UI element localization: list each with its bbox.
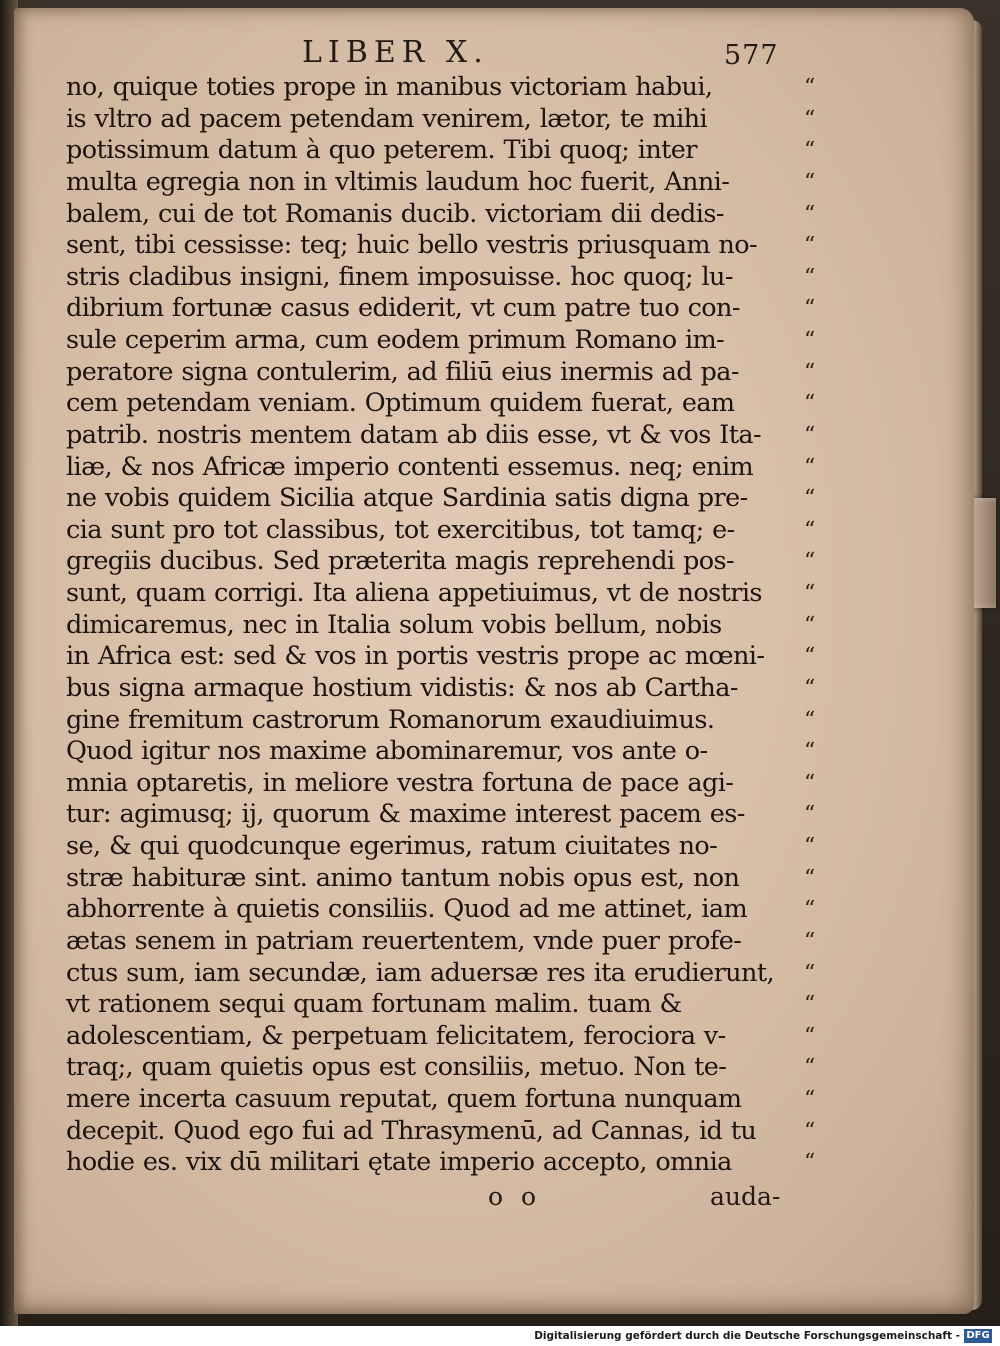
quote-mark: “ xyxy=(804,233,816,259)
quote-mark: “ xyxy=(804,359,816,385)
quote-mark: “ xyxy=(804,928,816,954)
text-line: dibrium fortunæ casus ediderit, vt cum patre tuo con- xyxy=(66,293,740,324)
text-line: decepit. Quod ego fui ad Thrasymenū, ad Cannas, id tu xyxy=(66,1115,757,1146)
book-page xyxy=(14,8,974,1314)
text-line: se, & qui quodcunque egerimus, ratum ciuitates no- xyxy=(66,831,718,861)
quote-mark: “ xyxy=(804,1023,816,1049)
quote-mark: “ xyxy=(804,612,816,638)
text-line: patrib. nostris mentem datam ab diis esse, vt & vos Ita- xyxy=(66,419,761,450)
text-line: vt rationem sequi quam fortunam malim. tuam & xyxy=(66,989,682,1020)
quote-mark: “ xyxy=(804,1055,816,1081)
text-line: is vltro ad pacem petendam venirem, lætor, te mihi xyxy=(66,103,708,134)
text-line: cia sunt pro tot classibus, tot exercitibus, tot tamq; e- xyxy=(66,514,735,545)
quote-mark: “ xyxy=(804,644,816,670)
running-head: LIBER X. xyxy=(302,35,489,70)
text-line: cem petendam veniam. Optimum quidem fuerat, eam xyxy=(66,388,735,419)
quote-mark: “ xyxy=(804,1150,816,1176)
quote-mark: “ xyxy=(804,201,816,227)
quote-mark: “ xyxy=(804,422,816,448)
text-line: sunt, quam corrigi. Ita aliena appetiuimus, vt de nostris xyxy=(66,578,762,608)
quote-mark: “ xyxy=(804,454,816,480)
text-line: stræ habituræ sint. animo tantum nobis opus est, non xyxy=(66,862,740,893)
text-line: multa egregia non in vltimis laudum hoc fuerit, Anni- xyxy=(66,166,730,197)
quote-mark: “ xyxy=(804,517,816,543)
quote-mark: “ xyxy=(804,739,816,765)
text-line: abhorrente à quietis consiliis. Quod ad me attinet, iam xyxy=(66,894,748,925)
quote-mark: “ xyxy=(804,675,816,701)
text-line: liæ, & nos Africæ imperio contenti essemus. neq; enim xyxy=(66,451,754,482)
signature-mark: o o xyxy=(488,1182,542,1211)
quote-mark: “ xyxy=(804,549,816,575)
text-line: balem, cui de tot Romanis ducib. victoriam dii dedis- xyxy=(66,198,724,229)
quote-mark: “ xyxy=(804,1118,816,1144)
text-line: mere incerta casuum reputat, quem fortuna nunquam xyxy=(66,1084,742,1114)
text-line: bus signa armaque hostium vidistis: & nos ab Cartha- xyxy=(66,672,738,703)
quote-mark: “ xyxy=(804,328,816,353)
text-line: adolescentiam, & perpetuam felicitatem, ferociora v- xyxy=(66,1020,726,1051)
quote-mark: “ xyxy=(804,992,816,1018)
text-line: tur: agimusq; ij, quorum & maxime interest pacem es- xyxy=(66,799,745,830)
quote-mark: “ xyxy=(804,75,816,100)
quote-mark: “ xyxy=(804,296,816,322)
quote-mark: “ xyxy=(804,581,816,606)
funding-credit: Digitalisierung gefördert durch die Deutsche Forschungsgemeinschaft - xyxy=(534,1330,960,1342)
text-line: potissimum datum à quo peterem. Tibi quoq; inter xyxy=(66,135,697,166)
quote-mark: “ xyxy=(804,1087,816,1112)
text-line: mnia optaretis, in meliore vestra fortuna de pace agi- xyxy=(66,767,734,798)
quote-mark: “ xyxy=(804,486,816,512)
quote-mark: “ xyxy=(804,169,816,195)
credit-bar xyxy=(0,1326,1000,1346)
quote-mark: “ xyxy=(804,264,816,290)
text-line: peratore signa contulerim, ad filiū eius inermis ad pa- xyxy=(66,356,739,387)
quote-mark: “ xyxy=(804,391,816,417)
text-line: dimicaremus, nec in Italia solum vobis bellum, nobis xyxy=(66,609,722,640)
text-line: in Africa est: sed & vos in portis vestris prope ac mœni- xyxy=(66,641,765,672)
marginal-quote-marks xyxy=(804,72,844,1179)
body-text xyxy=(66,72,801,1179)
text-line: ne vobis quidem Sicilia atque Sardinia satis digna pre- xyxy=(66,483,748,514)
page-number: 577 xyxy=(724,40,779,71)
text-line: gine fremitum castrorum Romanorum exaudiuimus. xyxy=(66,704,715,735)
catchword: auda- xyxy=(710,1182,781,1211)
text-line: sent, tibi cessisse: teq; huic bello vestris priusquam no- xyxy=(66,230,758,261)
quote-mark: “ xyxy=(804,960,816,986)
text-line: Quod igitur nos maxime abominaremur, vos ante o- xyxy=(66,736,708,767)
text-line: ætas senem in patriam reuertentem, vnde puer profe- xyxy=(66,925,742,956)
quote-mark: “ xyxy=(804,138,816,164)
text-line: gregiis ducibus. Sed præterita magis reprehendi pos- xyxy=(66,546,735,577)
quote-mark: “ xyxy=(804,770,816,796)
text-line: traq;, quam quietis opus est consiliis, metuo. Non te- xyxy=(66,1052,727,1083)
quote-mark: “ xyxy=(804,834,816,859)
quote-mark: “ xyxy=(804,106,816,132)
text-line: sule ceperim arma, cum eodem primum Romano im- xyxy=(66,325,725,355)
quote-mark: “ xyxy=(804,865,816,891)
quote-mark: “ xyxy=(804,707,816,733)
quote-mark: “ xyxy=(804,897,816,923)
dfg-logo-icon: DFG xyxy=(964,1329,992,1343)
text-line: stris cladibus insigni, finem imposuisse. hoc quoq; lu- xyxy=(66,261,733,292)
text-line: ctus sum, iam secundæ, iam aduersæ res ita erudierunt, xyxy=(66,957,774,988)
quote-mark: “ xyxy=(804,802,816,828)
text-line: no, quique toties prope in manibus victoriam habui, xyxy=(66,72,713,102)
text-line: hodie es. vix dū militari ętate imperio accepto, omnia xyxy=(66,1147,732,1178)
